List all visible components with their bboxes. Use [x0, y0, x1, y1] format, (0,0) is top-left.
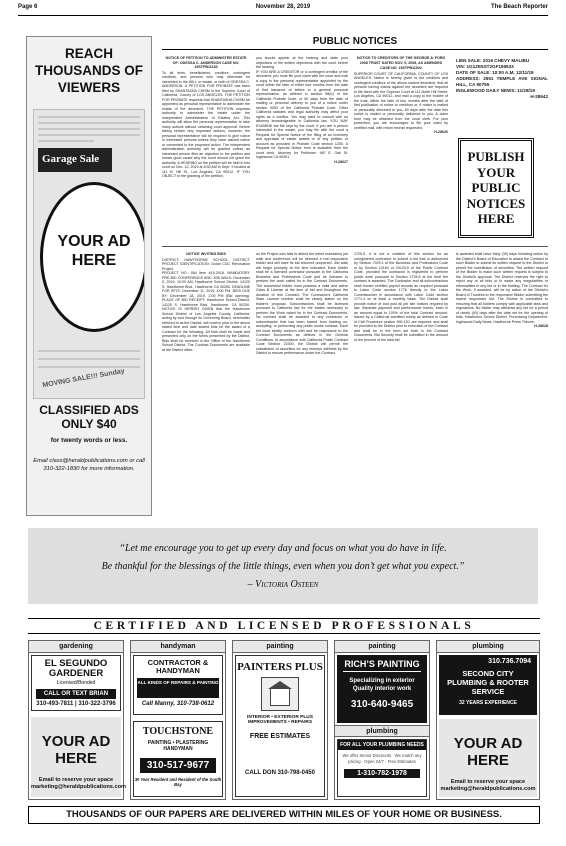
notice-id: H-28628	[534, 324, 548, 328]
painters-plus-phone: CALL DON 310-798-0450	[245, 770, 315, 776]
richs-painting-name: RICH’S PAINTING	[343, 659, 421, 672]
classified-ads-price: CLASSIFIED ADS ONLY $40	[39, 403, 139, 431]
creditors-case-number: CASE NO. 19STPB11022	[380, 66, 422, 70]
house-icon	[261, 677, 299, 711]
contractor-name: CONTRACTOR & HANDYMAN	[147, 658, 209, 675]
your-ad-here-text: YOUR AD HERE	[57, 233, 131, 269]
category-label: painting	[233, 641, 327, 653]
touchstone-tagline: 30 Year Resident and Resident of the South Bay	[134, 777, 222, 787]
richs-painting-ad	[337, 655, 427, 723]
second-city-phone: 310.736.7094	[488, 658, 531, 665]
moving-sale-text: MOVING SALE!!! Sunday	[42, 367, 126, 390]
second-city-name: SECOND CITY PLUMBING & ROOTER SERVICE	[447, 669, 529, 696]
notice-column-1	[162, 56, 250, 240]
touchstone-ad	[133, 721, 223, 797]
your-ad-placeholder-2	[439, 719, 537, 797]
gardener-phones: 310-493-7811 | 310-322-3796	[36, 701, 116, 707]
richs-painting-phone: 310-640-9465	[350, 699, 414, 710]
directory-column-handyman	[130, 640, 226, 800]
certified-professionals-banner: CERTIFIED AND LICENSED PROFESSIONALS	[28, 618, 540, 634]
quote-author: – Victoria Osteen	[247, 579, 319, 590]
public-notices-title: PUBLIC NOTICES	[312, 36, 398, 47]
contractor-services: ALL KINDS OF REPAIRS & PAINTING	[137, 678, 219, 698]
newspaper-illustration	[33, 109, 145, 399]
your-ad-placeholder	[31, 717, 126, 797]
directory-column-plumbing	[436, 640, 540, 800]
plumbing-offers: We offer Senior Discounts · We match any pricing · Open 24/7 · Free Estimates	[342, 753, 422, 764]
touchstone-name: TOUCHSTONE	[142, 726, 214, 737]
your-ad-title: YOUR AD HERE	[453, 735, 523, 769]
classified-word-limit: for twenty words or less.	[50, 437, 128, 444]
plumbing-headline: FOR ALL YOUR PLUMBING NEEDS	[338, 740, 426, 750]
notice-column-3: NOTICE TO CREDITORS OF THE GEORGE A. FORD 2008 TRUST DATED NOV. 6, 2008, AS AMENDED CASE NO. 19STPB11022 SUPERIOR COURT OF CALIFORNIA, COUNTY OF LOS ANGELES. Notice is hereby given to the creditors and contingent creditors of the above-named decedent, that all persons having claims against the decedent are required to file them with the Superior Court at 111 North Hill Street, Los Angeles, CA 90012, and mail a copy to the trustee of the trust, within the later of four months after the date of first publication of notice to creditors or, if notice is mailed or personally delivered to you, 60 days after the date this notice is mailed or personally delivered to you. A claim form may be obtained from the court clerk. For your protection, you are encouraged to file your claim by certified mail, with return receipt requested. H-28626	[354, 56, 448, 134]
page-number: Page 6	[18, 4, 38, 10]
plumbing-phone: 1-310-782-1978	[344, 769, 420, 778]
bids-column-1: NOTICE INVITING BIDS DISTRICT: HAWTHORNE SCHOOL DISTRICT PROJECT IDENTIFICATION: Dolan CDC Renovation Project PROJECT NO.: Bid Item #19-2018. MANDATORY PRE-BID CONFERENCE AND JOB WALK: December 5, 2019, 10:00 AM, Hawthorne School District, 14120 S. Hawthorne Blvd., Hawthorne CA 90250. DEADLINE FOR RFI'S: December 11, 2019, 4:00 PM. BIDS DUE BY: December 18, 2019, 2:00 PM (Bid opening). PLACE OF BID RECEIPT: Hawthorne School District, 14120 S. Hawthorne Blvd. Hawthorne, CA 90250. NOTICE IS HEREBY GIVEN that the Hawthorne School District of Los Angeles County, California, acting by and through its Governing Board, hereinafter referred to as the District, will receive prior to the above stated time and date sealed bids for the award of a Contract for the following. All bids shall be made and presented only on the forms presented by the District. Bids shall be received in the Office of the Hawthorne School District. The Contract Documents are available at the District office.	[162, 252, 250, 352]
bids-column-3: 1725.5. It is not a violation of this section for an unregistered contractor to submit a bid that is authorized by Section 7029.1 of the Business and Professions Code or by Section 10164 or 20103.5 of the Public Contract Code, provided the contractor is registered to perform public work pursuant to Section 1725.5 at the time the contract is awarded. The Contractor and all subcontractors shall furnish certified payroll records as required pursuant to Labor Code section 1776 directly to the Labor Commissioner in accordance with Labor Code section 1771.4 on at least a monthly basis. The District shall provide notice of and post all job site notices required by law. Separate payment and performance bonds, each in an amount equal to 100% of the total Contract amount, issued by a California admitted surety as defined in Code of Civil Procedure section 995.120, are required, and shall be provided to the District prior to execution of the Contract and shall be in the form set forth in the Contract Documents. Bid Security shall be submitted in the amount of ten percent of the total bid.	[354, 252, 448, 342]
lien-sale-notice: LIEN SALE: 2016 CHEVY MALIBU VIN: 1G1ZE5ST2GF196533 DATE OF SALE: 10:00 A.M. 12/11/19 ADDRESS: 2551 TEMPLE AVE SIGNAL HILL, CA 90755 INGLEWOOD DAILY NEWS: 11/28/19 H-28642	[456, 58, 548, 99]
notice-id: H-28627	[334, 159, 348, 164]
paper-name: The Beach Reporter	[490, 4, 548, 10]
gardener-call: CALL OR TEXT BRIAN	[36, 689, 116, 699]
estate-notice-heading: NOTICE OF PETITION TO ADMINISTER ESTATE OF: ODESSA C. ANDERSON CASE NO. 19STPB11183	[165, 56, 247, 69]
touchstone-phone: 310-517-9677	[140, 758, 216, 773]
category-label: plumbing	[437, 641, 539, 653]
quote-line-2: Be thankful for the blessings of the little things, even when you don’t get what you expect.”	[101, 561, 465, 572]
gardener-license: Licensed/Bonded	[56, 680, 96, 686]
gardener-name: EL SEGUNDO GARDENER	[44, 658, 108, 679]
painters-plus-services: INTERIOR • EXTERIOR PLUS IMPROVEMENTS • REPAIRS	[247, 715, 313, 725]
second-city-plumbing-ad	[439, 655, 537, 715]
painters-plus-free-estimates: FREE ESTIMATES	[249, 733, 311, 740]
classified-contact: Email class@heraldpublications.com or call 310-322-1830 for more information.	[33, 458, 145, 472]
touchstone-services: PAINTING • PLASTERING HANDYMAN	[147, 740, 209, 752]
category-label-plumbing: plumbing	[335, 725, 429, 737]
contractor-ad	[133, 655, 223, 715]
your-ad-title: YOUR AD HERE	[41, 733, 111, 767]
your-ad-contact: Email to reserve your space marketing@heraldpublications.com	[31, 777, 126, 790]
header-rule	[18, 15, 548, 16]
notice-body-text: To all heirs, beneficiaries, creditors, contingent creditors, and persons who may otherwise be interested in the WILL or estate, or both of ODESSA C. ANDERSON. A PETITION FOR PROBATE has been filed by SHANTASHA CHISM in the Superior Court of California, County of LOS ANGELES. THE PETITION FOR PROBATE requests that SHANTASHA CHISM be appointed as personal representative to administer the estate of the decedent. THE PETITION requests authority to administer the estate under the Independent Administration of Estates Act. This authority will allow the personal representative to take many actions without obtaining court approval. Before taking certain very important actions, however, the personal representative will be required to give notice to interested persons unless they have waived notice or consented to the proposed action. The independent administration authority will be granted unless an interested person files an objection to the petition and shows good cause why the court should not grant the authority. A HEARING on the petition will be held in this court on Dec. 12, 2019 at 8:30 AM in Dept. 9 located at 111 N. Hill St., Los Angeles, CA 90012. IF YOU OBJECT to the granting of the petition,	[162, 70, 250, 178]
section-rule	[162, 246, 548, 247]
notice-id: H-28626	[434, 130, 448, 134]
directory-column-gardening	[28, 640, 124, 800]
quote-line-1: “Let me encourage you to get up every day and focus on what you do have in life.	[119, 543, 447, 554]
category-label: handyman	[131, 641, 225, 653]
inspirational-quote	[28, 528, 538, 604]
notice-id: H-28642	[530, 94, 548, 99]
directory-column-painting	[232, 640, 328, 800]
creditors-notice-heading: NOTICE TO CREDITORS OF THE GEORGE A. FORD 2008 TRUST DATED NOV. 6, 2008, AS AMENDED	[356, 56, 446, 65]
painters-plus-name: PAINTERS PLUS	[237, 661, 323, 673]
notice-column-2: you should appear at the hearing and state your objections or file written objections with the court before the hearing. IF YOU ARE A CREDITOR or a contingent creditor of the decedent, you must file your claim with the court and mail a copy to the personal representative appointed by the court within the later of either four months from the date of first issuance of letters to a general personal representative, as defined in section 58(b) of the California Probate Code, or 60 days from the date of mailing or personal delivery to you of a notice under section 9052 of the California Probate Code. Other California statutes and legal authority may affect your rights as a creditor. You may want to consult with an attorney knowledgeable in California law. YOU MAY EXAMINE the file kept by the court. If you are a person interested in the estate, you may file with the court a Request for Special Notice of the filing of an inventory and appraisal of estate assets or of any petition or account as provided in Probate Code section 1250. A Request for Special Notice form is available from the court clerk. Attorney for Petitioner: 967 E. Oak St, Inglewood CA 90301 H-28627	[256, 56, 348, 164]
notices-rule	[162, 49, 548, 50]
publish-notices-ad: PUBLISH YOUR PUBLIC NOTICES HERE	[458, 138, 534, 238]
notice-body-text: you should appear at the hearing and state your objections or file written objections with the court before the hearing.	[256, 56, 348, 69]
your-ad-contact: Email to reserve your space marketing@heraldpublications.com	[440, 779, 536, 792]
reach-headline: REACH THOUSANDS OF VIEWERS	[35, 46, 143, 95]
category-label: painting	[335, 641, 429, 653]
painters-plus-ad	[235, 655, 325, 797]
second-city-experience: 32 YEARS EXPERIENCE	[459, 700, 517, 706]
gardener-ad	[31, 655, 121, 711]
richs-painting-services: Specializing in exterior Quality interior work	[349, 678, 415, 692]
classified-ad-panel	[26, 36, 152, 516]
delivery-footer-banner: THOUSANDS OF OUR PAPERS ARE DELIVERED WITHIN MILES OF YOUR HOME OR BUSINESS.	[28, 806, 540, 824]
category-label: gardening	[29, 641, 123, 653]
directory-column-painting-2	[334, 640, 430, 800]
plumbing-ad	[337, 739, 427, 797]
bids-column-4: is awarded shall have thirty (30) days following action by the District's Board of Education to award the Contract to such Bidder to submit its written request to the District to permit the substitution of securities. The written request of the Bidder to make such written request is subject to the District's approval. The District reserves the right to reject any or all bids or to waive any irregularities or informalities in any bid or in the bidding. The Contract for the Work, if awarded, will be by action of the District's Board of Trustees to the responsive Bidder submitting the lowest responsive bid. The District is committed to ensuring that all bidders comply with applicable laws and regulations. No bidder may withdraw any bid for a period of ninety (90) days after the date set for the opening of bids. Hawthorne School District, Purchasing Department. Inglewood Daily News, Hawthorne Press Tribune. H-28628	[456, 252, 548, 328]
bids-column-2: on the Project who fails to attend the entire mandatory job walk and conference will be deemed a non-responsive bidder and will have its bid returned unopened. Job walk will begin promptly at the time indicated. Each bidder shall be a licensed contractor pursuant to the California Business and Professions Code and be licensed to perform the work called for in the Contract Documents. The successful bidder must possess a valid and active Class B License at the time of bid and throughout the duration of this Contract. The Contractor's California State License number shall be clearly stated on the bidder's proposal. Subcontractors shall be licensed pursuant to California law for the trades necessary to perform the Work called for in the Contract Documents. No contract shall be awarded to any contractor or subcontractor that has been barred from bidding on, accepting, or performing any public works contract. Each bid must strictly conform with and be responsive to the Contract Documents as defined in the General Conditions. In accordance with California Public Contract Code Section 22300, the District will permit the substitution of securities for any moneys withheld by the District to ensure performance under the Contract.	[256, 252, 348, 355]
bids-heading: NOTICE INVITING BIDS	[186, 252, 226, 256]
issue-date: November 28, 2019	[255, 4, 311, 10]
garage-sale-heading: Garage Sale	[38, 148, 112, 172]
contractor-phone: Call Manny, 310-738-0612	[141, 701, 215, 707]
